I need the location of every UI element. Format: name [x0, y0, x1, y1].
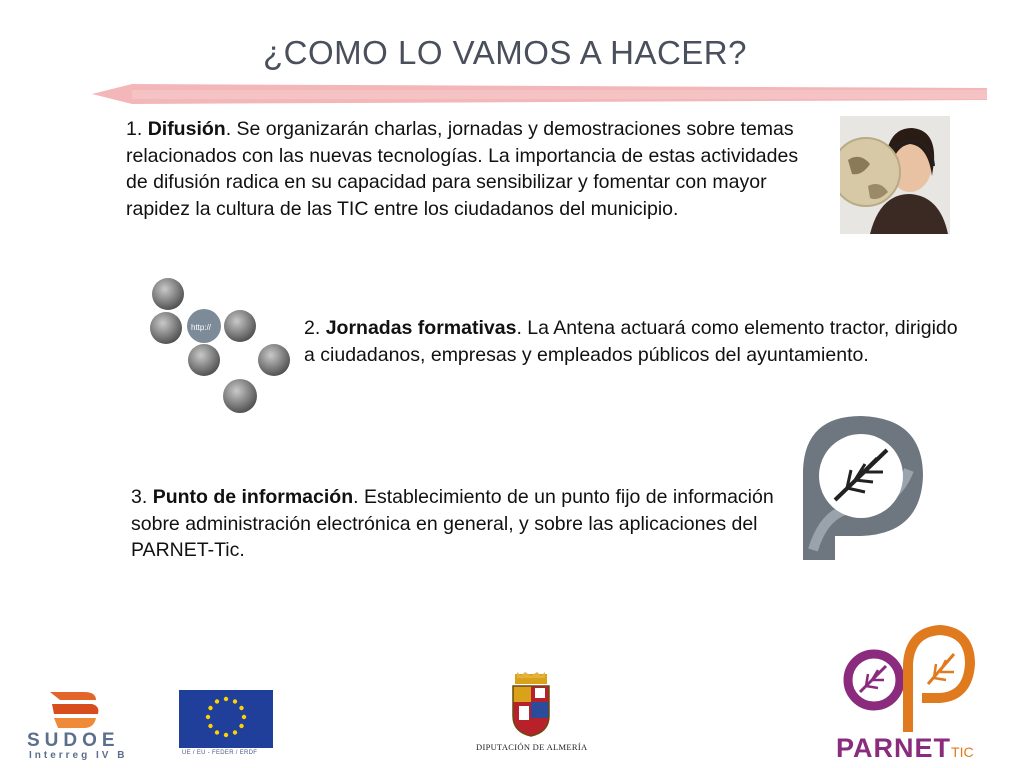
- item-text: . Establecimiento de un punto fijo de información sobre administración electrónica en general, y sobre las aplicaciones del PARNET-Tic.: [131, 486, 774, 561]
- item-number: 1.: [126, 118, 148, 140]
- item-number: 3.: [131, 486, 153, 508]
- eu-flag-logo: [179, 690, 273, 748]
- item-heading: Difusión: [147, 118, 226, 140]
- diputacion-caption: DIPUTACIÓN DE ALMERÍA: [476, 742, 588, 752]
- item-difusion: [126, 116, 806, 222]
- item-heading: Punto de información: [152, 486, 354, 508]
- tech-collage-image: [148, 276, 294, 416]
- diputacion-coat-of-arms: [509, 672, 553, 738]
- sudoe-logo-mark: [40, 686, 110, 730]
- item-text: . La Antena actuará como elemento tractor, dirigido a ciudadanos, empresas y empleados públicos del ayuntamiento.: [304, 317, 958, 366]
- eu-caption: UE / EU - FEDER / ERDF: [182, 750, 258, 756]
- slide-title: ¿COMO LO VAMOS A HACER?: [263, 34, 747, 71]
- sudoe-wordmark: SUDOE: [27, 730, 120, 751]
- item-number: 2.: [304, 317, 326, 339]
- parnet-tic-logo: [836, 624, 976, 732]
- item-heading: Jornadas formativas: [325, 317, 517, 339]
- item-jornadas: [304, 315, 964, 368]
- collage-url-text: http://: [191, 323, 212, 332]
- parnet-tic-word: TIC: [951, 744, 974, 760]
- parnet-wordmark: [836, 733, 974, 764]
- sudoe-subtitle: Interreg IV B: [29, 750, 128, 761]
- item-text: . Se organizarán charlas, jornadas y demostraciones sobre temas relacionados con las nuevas tecnologías. La importancia de estas actividades de difusión radica en su capacidad para sensibilizar y fomentar con mayor rapidez la cultura de las TIC entre los ciudadanos del municipio.: [126, 118, 799, 220]
- item-punto-informacion: [131, 484, 781, 564]
- parnet-word: PARNET: [836, 733, 952, 763]
- title-underline-arrow: [92, 84, 987, 106]
- parnet-p-leaf-image: [795, 410, 930, 600]
- operator-globe-photo: [840, 116, 950, 234]
